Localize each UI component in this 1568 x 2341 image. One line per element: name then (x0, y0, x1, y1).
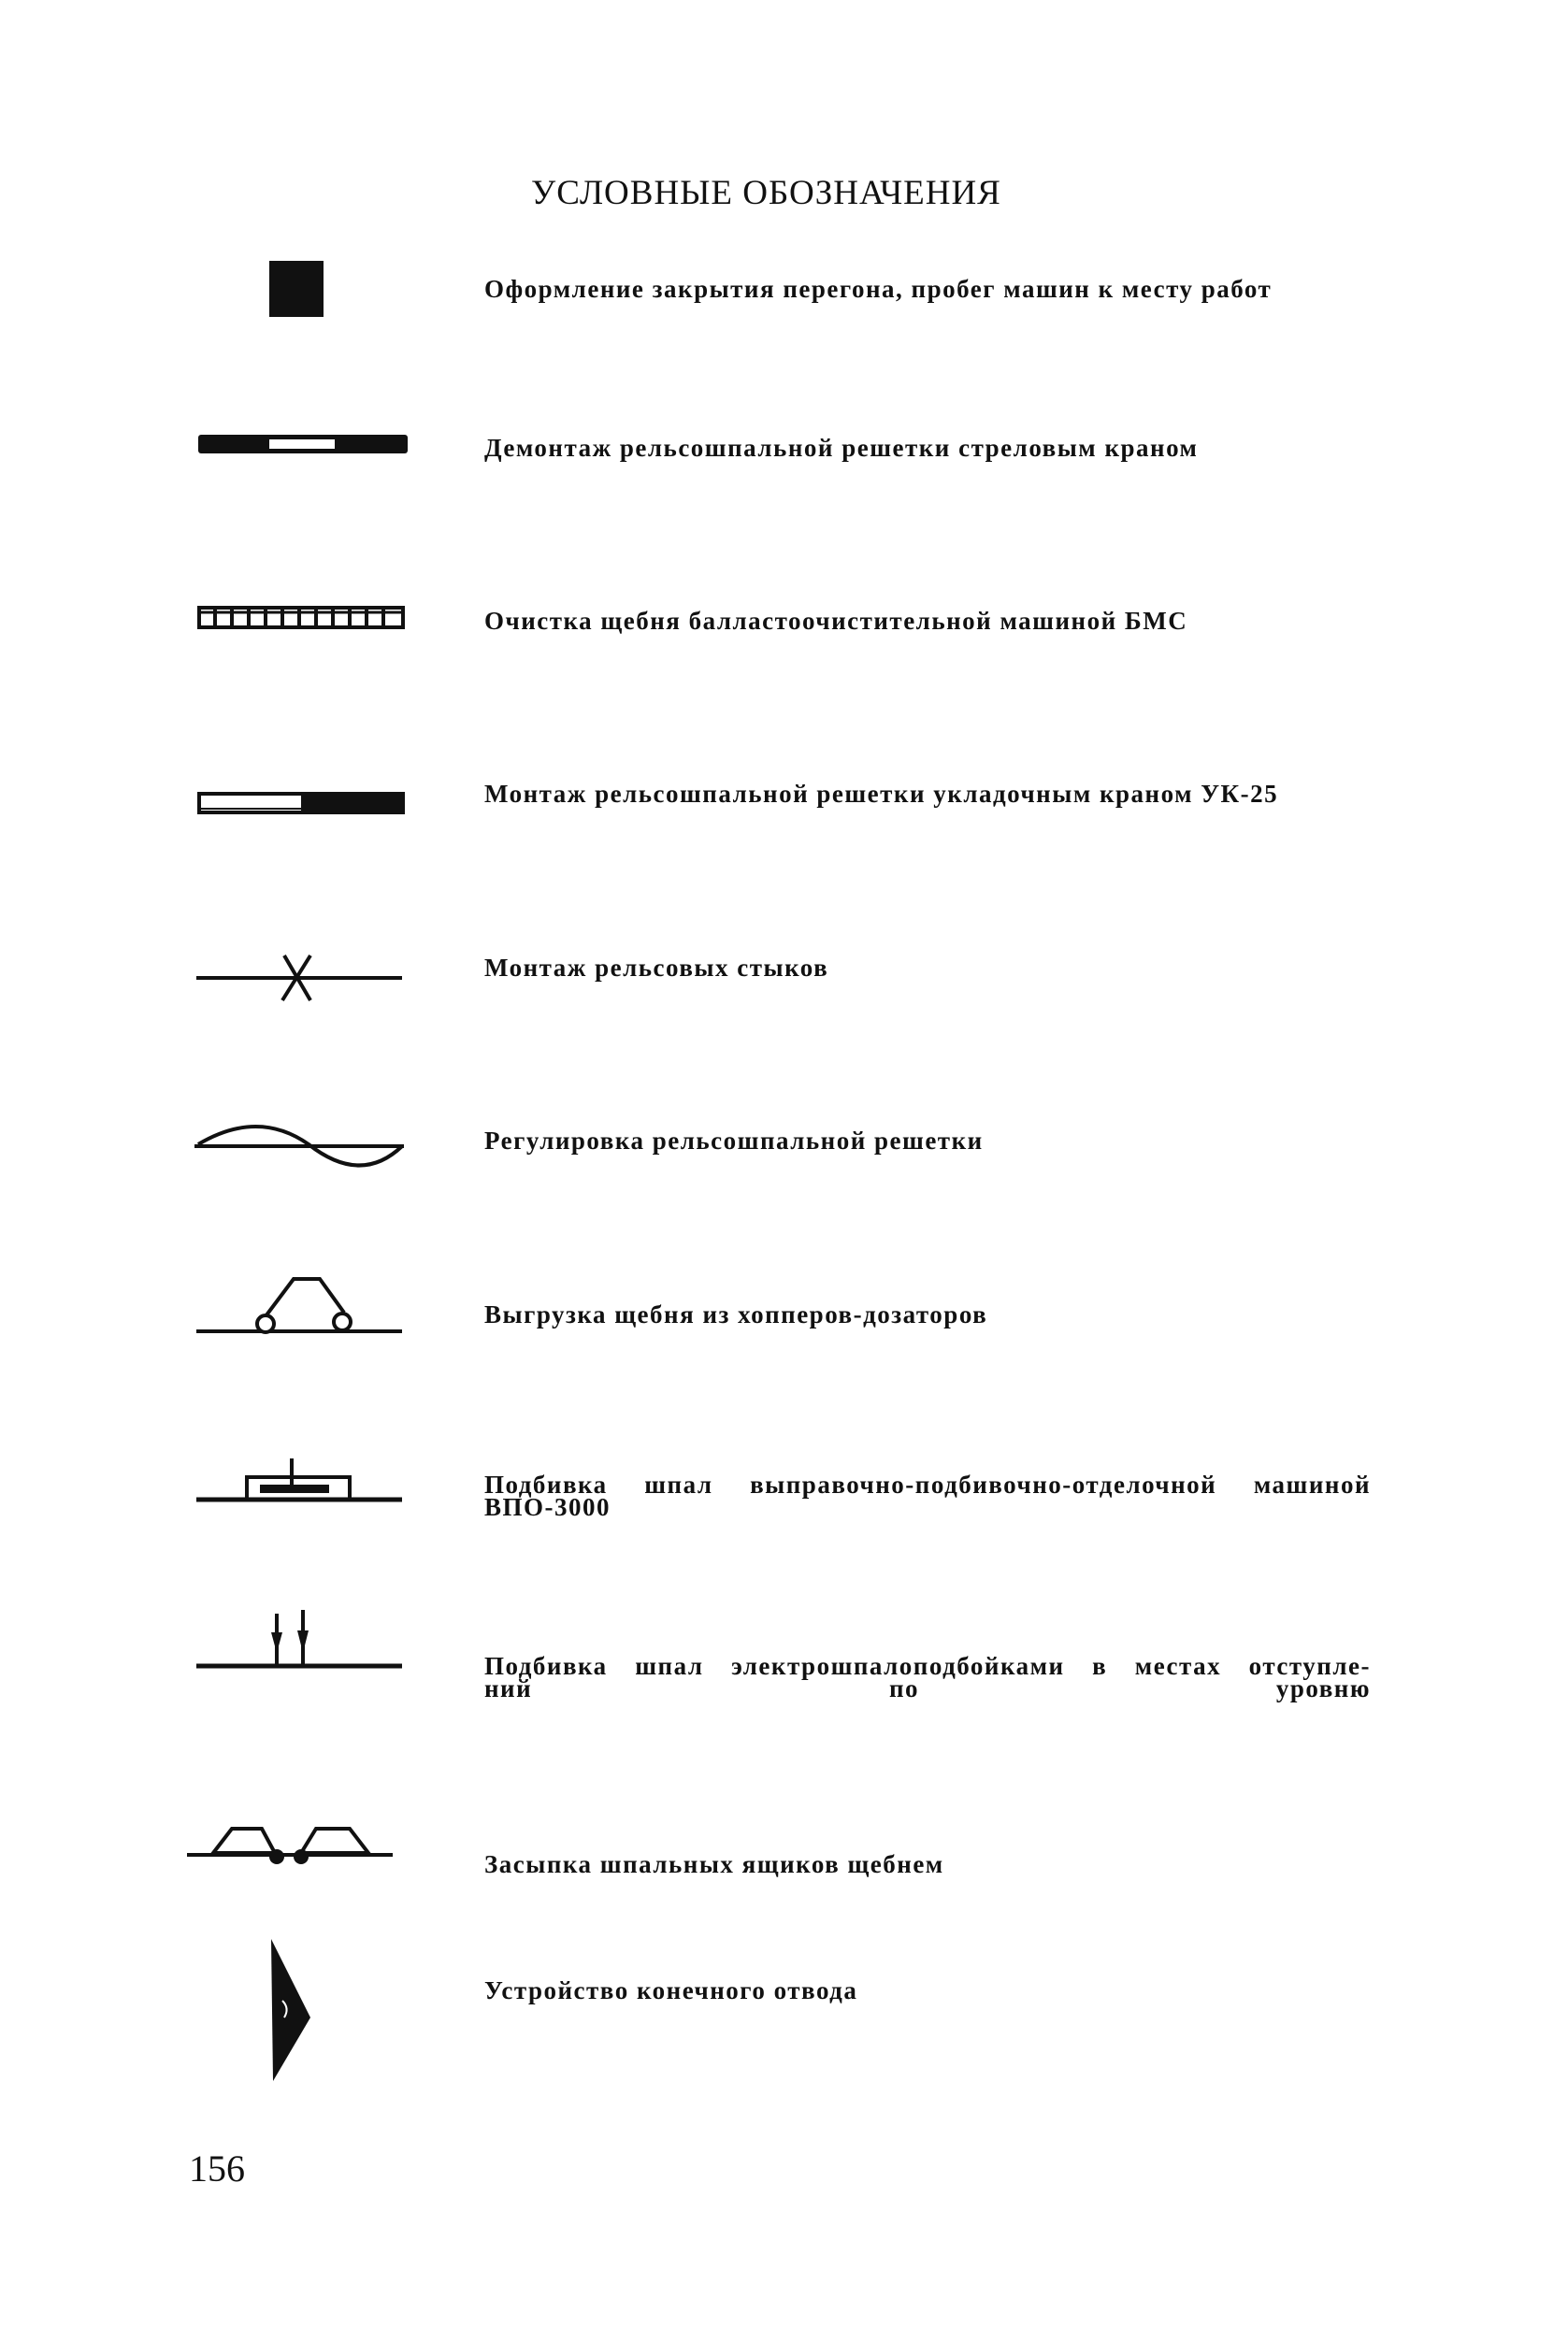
legend-text-multiline (484, 1652, 1371, 1702)
legend-text-line: ний по уровню (484, 1674, 1371, 1702)
electric-tampers-icon (194, 1606, 406, 1677)
line-with-cross-icon (194, 944, 406, 1004)
legend-text: Выгрузка щебня из хопперов-дозаторов (484, 1300, 988, 1328)
tamping-machine-icon (194, 1453, 406, 1509)
legend-text: Монтаж рельсошпальной решетки укладочным краном УК-25 (484, 780, 1279, 808)
legend-text: Оформление закрытия перегона, пробег машин к месту работ (484, 275, 1273, 303)
legend-text-line: Подбивка шпал выправочно-подбивочно-отделочной машиной (484, 1471, 1371, 1499)
legend-text-multiline (484, 1471, 1371, 1521)
legend-text: Засыпка шпальных ящиков щебнем (484, 1850, 944, 1878)
end-ramp-icon (264, 1935, 320, 2085)
legend-text: Очистка щебня балластоочистительной машиной БМС (484, 607, 1188, 635)
filled-bar-with-gap-icon (196, 430, 411, 458)
page-number: 156 (189, 2147, 245, 2190)
ballast-fill-icon (185, 1821, 396, 1877)
legend-text: Монтаж рельсовых стыков (484, 954, 829, 982)
legend-text-line: ВПО-3000 (484, 1493, 611, 1521)
legend-text: Устройство конечного отвода (484, 1976, 858, 2004)
hopper-icon (194, 1270, 406, 1341)
legend-text: Демонтаж рельсошпальной решетки стреловым краном (484, 434, 1199, 462)
solid-square-icon (267, 259, 325, 319)
legend-text-line: Подбивка шпал электрошпалоподбойками в местах отступле- (484, 1652, 1371, 1680)
ladder-bar-icon (196, 603, 408, 633)
page-title: УСЛОВНЫЕ ОБОЗНАЧЕНИЯ (531, 174, 1001, 212)
half-filled-bar-icon (196, 788, 408, 818)
legend-text: Регулировка рельсошпальной решетки (484, 1127, 984, 1155)
wave-line-icon (193, 1113, 408, 1178)
